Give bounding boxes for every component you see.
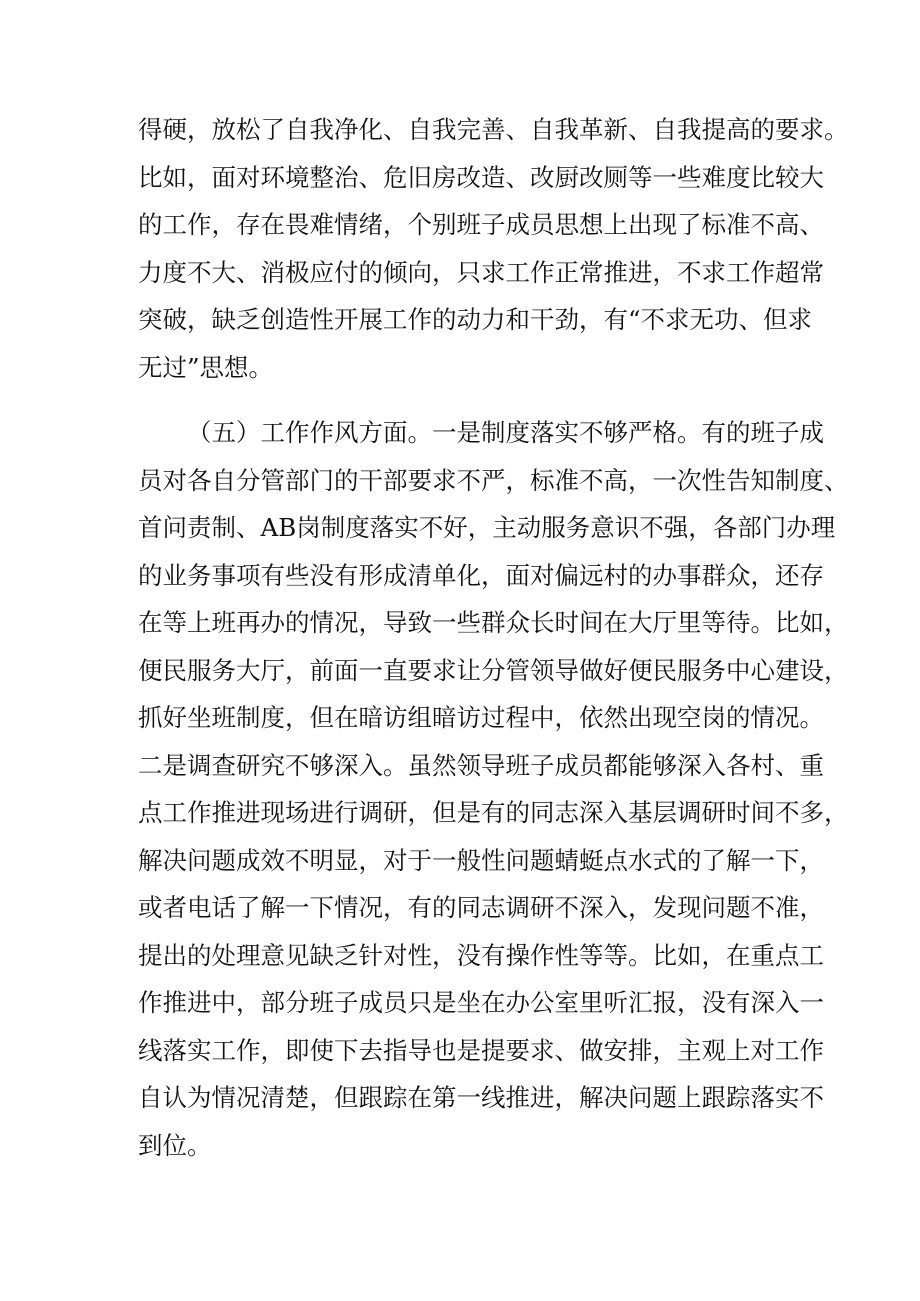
paragraph-2-line-6: 便民服务大厅，前面一直要求让分管领导做好便民服务中心建设， (138, 655, 849, 685)
paragraph-2-line-13: 作推进中，部分班子成员只是坐在办公室里听汇报，没有深入一 (138, 988, 824, 1017)
paragraph-2-line-2: 员对各自分管部门的干部要求不严，标准不高，一次性告知制度、 (138, 465, 849, 495)
paragraph-1-line-2: 比如，面对环境整治、危旧房改造、改厨改厕等一些难度比较大 (138, 162, 824, 192)
paragraph-2-line-3: 首问责制、AB岗制度落实不好，主动服务意识不强，各部门办理 (138, 513, 836, 542)
paragraph-1 (138, 106, 849, 391)
paragraph-1-line-4: 力度不大、消极应付的倾向，只求工作正常推进，不求工作超常 (138, 257, 824, 287)
paragraph-1-line-3: 的工作，存在畏难情绪，个别班子成员思想上出现了标准不高、 (138, 210, 824, 239)
paragraph-2-line-11: 或者电话了解一下情况，有的同志调研不深入，发现问题不准， (138, 893, 824, 922)
paragraph-2-line-8: 二是调查研究不够深入。虽然领导班子成员都能够深入各村、重 (138, 750, 824, 780)
paragraph-2-line-15: 自认为情况清楚，但跟踪在第一线推进，解决问题上跟踪落实不 (138, 1083, 824, 1112)
paragraph-2-line-4: 的业务事项有些没有形成清单化，面对偏远村的办事群众，还存 (138, 560, 824, 590)
paragraph-2-line-10: 解决问题成效不明显，对于一般性问题蜻蜓点水式的了解一下， (138, 845, 824, 875)
paragraph-2-line-1: （五）工作作风方面。一是制度落实不够严格。有的班子成 (187, 418, 824, 447)
paragraph-2-line-5: 在等上班再办的情况，导致一些群众长时间在大厅里等待。比如， (138, 608, 849, 637)
paragraph-1-line-6: 无过”思想。 (138, 352, 274, 382)
paragraph-2-line-7: 抓好坐班制度，但在暗访组暗访过程中，依然出现空岗的情况。 (138, 703, 824, 732)
paragraph-2 (138, 409, 849, 1169)
paragraph-1-line-1: 得硬，放松了自我净化、自我完善、自我革新、自我提高的要求。 (138, 115, 849, 144)
paragraph-1-line-5: 突破，缺乏创造性开展工作的动力和干劲，有“不求无功、但求 (138, 305, 813, 334)
paragraph-2-line-14: 线落实工作，即使下去指导也是提要求、做安排，主观上对工作 (138, 1035, 824, 1065)
paragraph-2-line-9: 点工作推进现场进行调研，但是有的同志深入基层调研时间不多， (138, 798, 849, 827)
paragraph-2-line-16: 到位。 (138, 1130, 212, 1160)
paragraph-2-line-12: 提出的处理意见缺乏针对性，没有操作性等等。比如，在重点工 (138, 940, 824, 970)
